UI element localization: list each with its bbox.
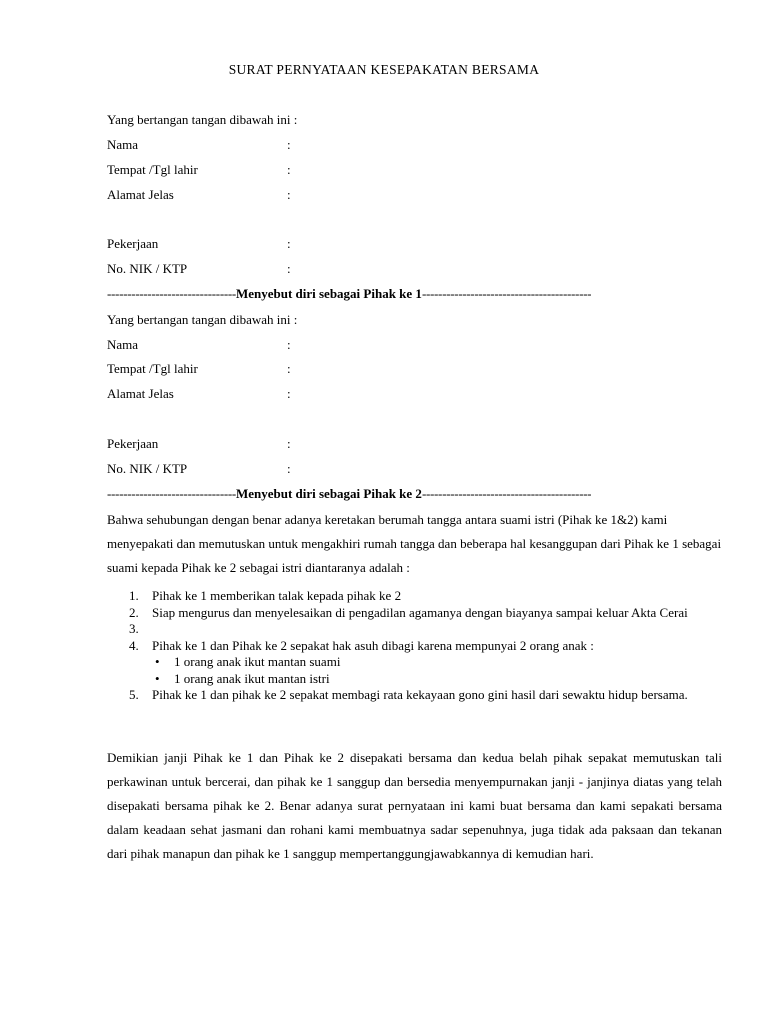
party2-colon-nik: : [287, 461, 291, 476]
party1-colon-alamat: : [287, 187, 291, 202]
list-text: Pihak ke 1 memberikan talak kepada pihak ke 2 [152, 588, 402, 603]
party1-colon-ttl: : [287, 162, 291, 177]
agreement-list [107, 588, 727, 704]
party2-field-nik: No. NIK / KTP [107, 461, 188, 476]
sub-list-text: 1 orang anak ikut mantan istri [174, 670, 330, 686]
separator-dashes-right: ------------------------------------------ [421, 486, 592, 501]
list-number: 4. [129, 637, 139, 653]
party2-field-pekerjaan: Pekerjaan [107, 436, 159, 451]
party1-field-pekerjaan: Pekerjaan [107, 236, 159, 251]
party2-field-nama: Nama [107, 337, 139, 352]
party1-colon-nama: : [287, 137, 291, 152]
party1-field-nama: Nama [107, 137, 139, 152]
party2-separator [107, 486, 689, 502]
party2-colon-alamat: : [287, 386, 291, 401]
list-text: Pihak ke 1 dan Pihak ke 2 sepakat hak asuh dibagi karena mempunyai 2 orang anak : [152, 637, 594, 653]
list-number: 3. [129, 621, 139, 636]
party2-intro: Yang bertangan tangan dibawah ini : [107, 312, 298, 327]
list-number: 1. [129, 588, 139, 603]
party1-field-ttl: Tempat /Tgl lahir [107, 162, 198, 177]
bullet-icon: • [155, 670, 160, 686]
list-item [107, 588, 727, 605]
separator-dashes-left: -------------------------------- [107, 486, 236, 501]
party1-field-nik: No. NIK / KTP [107, 261, 188, 276]
party1-colon-pekerjaan: : [287, 236, 291, 251]
party1-intro: Yang bertangan tangan dibawah ini : [107, 112, 298, 127]
list-item [107, 621, 727, 638]
list-text: Pihak ke 1 dan pihak ke 2 sepakat membagi rata kekayaan gono gini hasil dari sewaktu hidup bersama. [152, 687, 688, 702]
closing-paragraph: Demikian janji Pihak ke 1 dan Pihak ke 2 disepakati bersama dan kedua belah pihak sepakat memutuskan tali perkawinan untuk bercerai, dan pihak ke 1 sanggup dan bersedia menyempurnakan janji - janjinya diatas yang telah disepakati bersama pihak ke 2. Benar adanya surat pernyataan ini kami buat bersama dan kami sepakati bersama dalam keadaan sehat jasmani dan rohani kami membuatnya sadar sepenuhnya, juga tidak ada paksaan dan tekanan dari pihak manapun dan pihak ke 1 sanggup mempertanggungjawabkannya di kemudian hari. [107, 750, 722, 861]
party2-field-ttl: Tempat /Tgl lahir [107, 361, 198, 376]
sub-list-item [152, 654, 727, 671]
party2-colon-pekerjaan: : [287, 436, 291, 451]
list-number: 2. [129, 604, 139, 620]
sub-list-item [152, 671, 727, 688]
sub-list [152, 654, 727, 687]
party1-separator [107, 286, 689, 302]
separator-label: Menyebut diri sebagai Pihak ke 1 [235, 286, 422, 301]
party1-colon-nik: : [287, 261, 291, 276]
separator-label: Menyebut diri sebagai Pihak ke 2 [235, 486, 422, 501]
list-item [107, 605, 727, 622]
list-item [107, 638, 727, 688]
list-number: 5. [129, 687, 139, 702]
separator-dashes-right: ------------------------------------------ [421, 286, 592, 301]
party2-colon-ttl: : [287, 361, 291, 376]
bullet-icon: • [155, 654, 160, 669]
list-text: Siap mengurus dan menyelesaikan di pengadilan agamanya dengan biayanya sampai keluar Akta Cerai [152, 604, 688, 620]
document-title: SURAT PERNYATAAN KESEPAKATAN BERSAMA [228, 62, 540, 77]
list-item [107, 687, 727, 704]
sub-list-text: 1 orang anak ikut mantan suami [174, 654, 341, 669]
party1-field-alamat: Alamat Jelas [107, 187, 174, 202]
party2-field-alamat: Alamat Jelas [107, 386, 174, 401]
separator-dashes-left: -------------------------------- [107, 286, 236, 301]
intro-paragraph: Bahwa sehubungan dengan benar adanya keretakan berumah tangga antara suami istri (Pihak ke 1&2) kami menyepakati dan memutuskan untuk mengakhiri rumah tangga dan beberapa hal kesanggupan dari Pihak ke 1 sebagai suami kepada Pihak ke 2 sebagai istri diantaranya adalah : [107, 512, 722, 575]
party2-colon-nama: : [287, 337, 291, 352]
